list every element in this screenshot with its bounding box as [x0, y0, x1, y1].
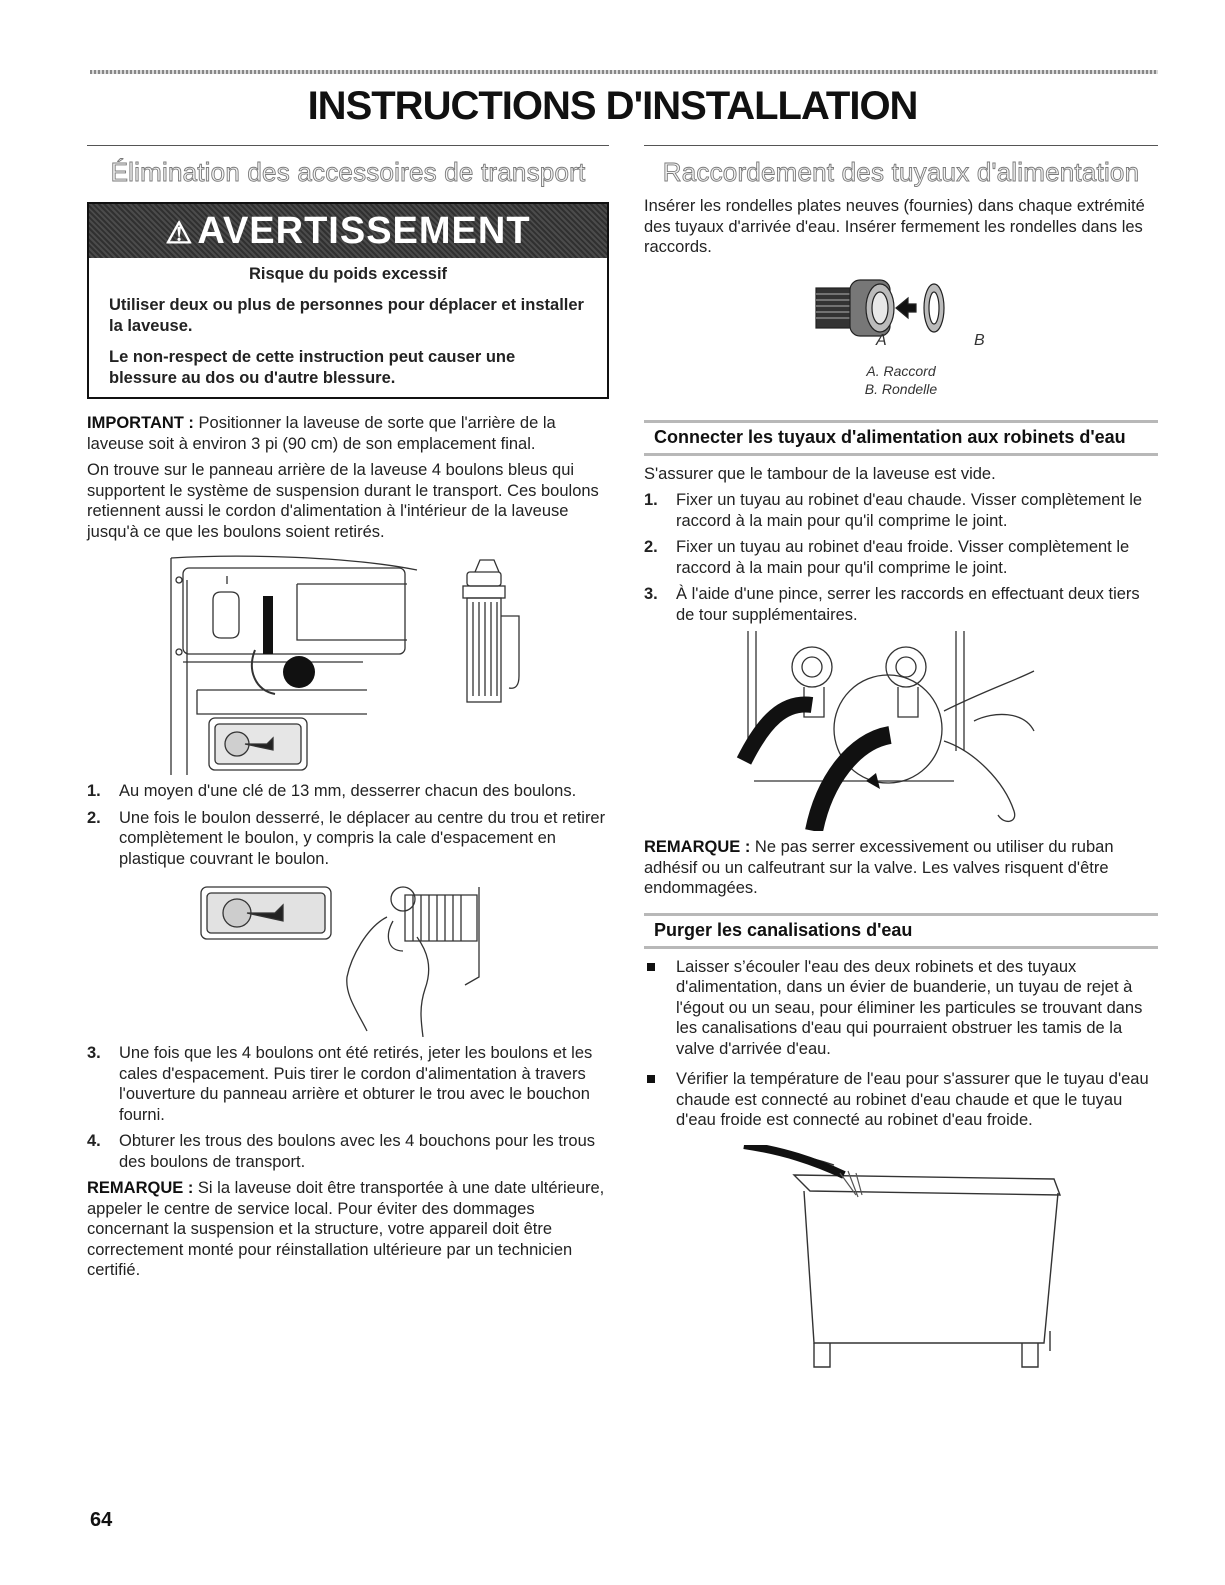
figure-caption-a: A. Raccord: [866, 362, 936, 379]
top-rule: [90, 70, 1158, 74]
bullet-text: Laisser s’écouler l'eau des deux robinets et des tuyaux d'alimentation, dans un évier de buanderie, un tuyau de rejet à l'égout ou un seau, pour éliminer les particules se trouvant dans les canalisations d'eau qui pourraient obstruer les tamis de la valve d'arrivée d'eau.: [676, 957, 1143, 1058]
warning-line-2: Le non-respect de cette instruction peut causer une blessure au dos ou d'autre blessure.: [109, 348, 516, 387]
note-paragraph-right: [644, 837, 1158, 899]
important-text: Positionner la laveuse de sorte que l'arrière de la laveuse soit à environ 3 pi (90 cm) de son emplacement final.: [87, 414, 556, 453]
step-text: Fixer un tuyau au robinet d'eau froide. Visser complètement le raccord à la main pour qu'il comprime le joint.: [676, 538, 1130, 577]
note-text: Ne pas serrer excessivement ou utiliser du ruban adhésif ou un calfeutrant sur la valve. Les valves risquent d'être endommagées.: [644, 838, 1114, 897]
page-number: 64: [90, 1509, 113, 1531]
step-number: 1.: [644, 491, 658, 509]
warning-header-label: AVERTISSEMENT: [197, 210, 531, 252]
bullet-list: [644, 957, 1158, 1131]
hose-washer-illustration: [644, 268, 1158, 348]
warning-subtitle: Risque du poids excessif: [248, 265, 448, 283]
section-title-right: Raccordement des tuyaux d'alimentation: [644, 145, 1158, 190]
right-intro-paragraph: Insérer les rondelles plates neuves (fournies) dans chaque extrémité des tuyaux d'arrivée d'eau. Insérer fermement les rondelles dans les raccords.: [644, 197, 1145, 256]
subheading-connect-hoses: Connecter les tuyaux d'alimentation aux robinets d'eau: [644, 420, 1158, 456]
right-column: [644, 145, 1158, 1375]
warning-body: [89, 258, 607, 397]
figure-label-a: A: [876, 331, 887, 348]
figure-caption-b: B. Rondelle: [864, 380, 938, 397]
step-number: 2.: [644, 538, 658, 556]
warning-line-1: Utiliser deux ou plus de personnes pour déplacer et installer la laveuse.: [109, 296, 584, 335]
washer-back-panel-illustration: [87, 550, 609, 775]
page-title: INSTRUCTIONS D'INSTALLATION: [307, 84, 918, 128]
note-text: Si la laveuse doit être transportée à une date ultérieure, appeler le centre de service local. Pour éviter des dommages concernant la suspension et la structure, votre appareil doit être correctement monté pour réinstallation ultérieure par un technicien certifié.: [87, 1179, 605, 1279]
list-item: [87, 781, 609, 802]
step-number: 4.: [87, 1132, 101, 1150]
subheading-purge-lines: Purger les canalisations d'eau: [644, 913, 1158, 949]
bullet-square-icon: [647, 1075, 655, 1083]
steps-list-a: [87, 781, 609, 869]
note-label: REMARQUE :: [644, 838, 751, 856]
step-text: Obturer les trous des boulons avec les 4 bouchons pour les trous des boulons de transport.: [119, 1132, 596, 1171]
note-paragraph-left: [87, 1178, 609, 1281]
list-item: [644, 490, 1158, 531]
step-number: 2.: [87, 808, 101, 827]
intro-paragraph: On trouve sur le panneau arrière de la laveuse 4 boulons bleus qui supportent le système de suspension durant le transport. Ces boulons retiennent aussi le cordon d'alimentation à l'intérieur de la laveuse jusqu'à ce que les boulons soient retirés.: [87, 461, 599, 541]
step-text: Une fois que les 4 boulons ont été retirés, jeter les boulons et les cales d'espacement. Puis tirer le cordon d'alimentation à travers l'ouverture du panneau arrière et obturer le trou avec le bouchon fourni.: [119, 1044, 593, 1124]
warning-header: [89, 204, 607, 258]
bullet-text: Vérifier la température de l'eau pour s'assurer que le tuyau d'eau chaude est connecté au robinet d'eau chaude et que le tuyau d'eau froide est connecté au robinet d'eau froide.: [676, 1070, 1149, 1129]
list-item: [644, 584, 1158, 625]
list-item: [644, 1069, 1158, 1131]
warning-box: [87, 202, 609, 399]
important-paragraph: [87, 413, 609, 454]
list-item: [87, 808, 609, 870]
sub1-intro: S'assurer que le tambour de la laveuse est vide.: [644, 464, 996, 483]
bullet-square-icon: [647, 963, 655, 971]
step-text: Une fois le boulon desserré, le déplacer au centre du trou et retirer complètement le boulon, y compris la cale d'espacement en plastique couvrant le boulon.: [119, 808, 606, 868]
step-text: À l'aide d'une pince, serrer les raccords en effectuant deux tiers de tour supplémentaires.: [676, 585, 1140, 624]
step-number: 3.: [644, 585, 658, 603]
list-item: [644, 957, 1158, 1060]
section-title-left: Élimination des accessoires de transport: [87, 145, 609, 190]
step-number: 3.: [87, 1044, 101, 1062]
steps-list-right: [644, 490, 1158, 625]
faucet-pliers-illustration: [644, 631, 1158, 831]
list-item: [87, 1131, 609, 1172]
step-text: Au moyen d'une clé de 13 mm, desserrer chacun des boulons.: [119, 782, 577, 800]
list-item: [87, 1043, 609, 1125]
list-item: [644, 537, 1158, 578]
warning-triangle-icon: ⚠: [165, 217, 194, 250]
steps-list-b: [87, 1043, 609, 1172]
figure-label-b: B: [974, 331, 985, 348]
left-column: [87, 145, 609, 1287]
important-label: IMPORTANT :: [87, 414, 194, 432]
step-number: 1.: [87, 782, 101, 800]
bolt-removal-illustration: [87, 877, 609, 1037]
note-label: REMARQUE :: [87, 1179, 194, 1197]
step-text: Fixer un tuyau au robinet d'eau chaude. Visser complètement le raccord à la main pour qu'il comprime le joint.: [676, 491, 1143, 530]
laundry-tub-illustration: [644, 1145, 1158, 1375]
